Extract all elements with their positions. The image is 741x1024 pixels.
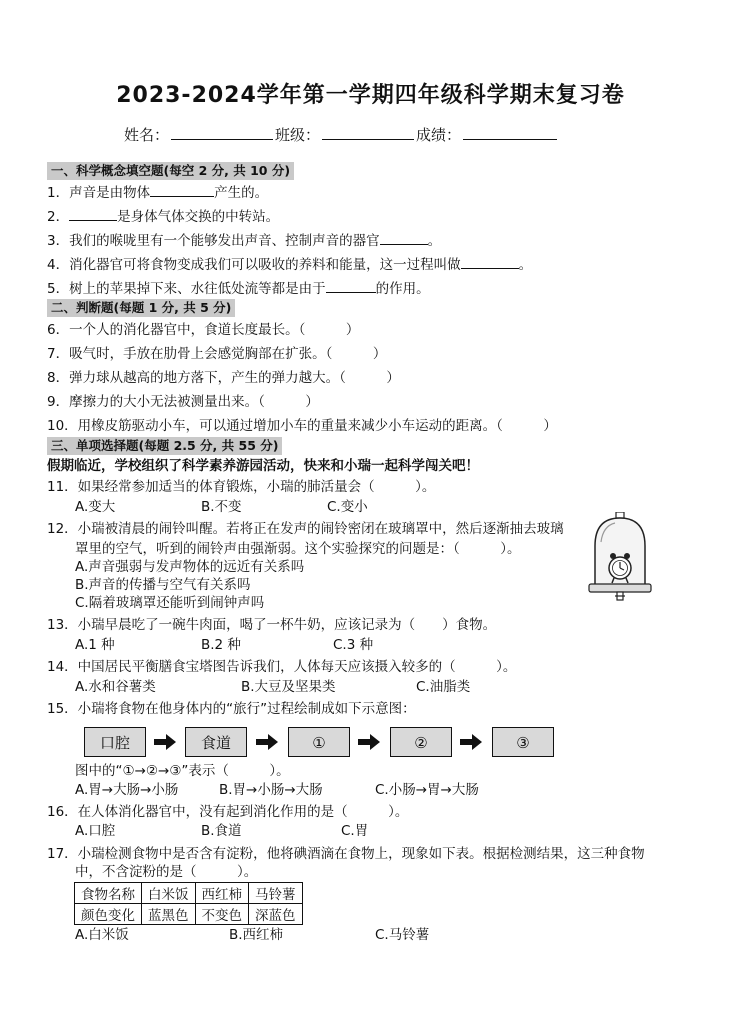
option-c[interactable]: C.隔着玻璃罩还能听到闹钟声吗 (75, 595, 265, 611)
question-6: 6．一个人的消化器官中，食道长度最长。（ ） (47, 322, 360, 338)
food-test-table (74, 882, 303, 925)
question-13: 13．小瑞早晨吃了一碗牛肉面，喝了一杯牛奶，应该记录为（ ）食物。 (47, 617, 497, 633)
option-c[interactable]: C.马铃薯 (375, 927, 430, 943)
question-9: 9．摩擦力的大小无法被测量出来。（ ） (47, 394, 319, 410)
option-c[interactable]: C.小肠→胃→大肠 (375, 782, 479, 798)
option-c[interactable]: C.变小 (327, 499, 368, 515)
score-label: 成绩： (416, 126, 462, 144)
section-multiple-choice: 三、单项选择题(每题 2.5 分, 共 55 分) (47, 437, 282, 455)
option-a[interactable]: A.胃→大肠→小肠 (75, 782, 179, 798)
option-a[interactable]: A.1 种 (75, 637, 115, 653)
flow-box-step-3: ③ (492, 727, 554, 757)
flow-box-step-1: ① (288, 727, 350, 757)
option-a[interactable]: A.水和谷薯类 (75, 679, 156, 695)
arrow-right-icon (256, 734, 278, 750)
page-title: 2023-2024学年第一学期四年级科学期末复习卷 (116, 83, 625, 108)
section-judgement: 二、判断题(每题 1 分, 共 5 分) (47, 299, 235, 317)
question-2: 2． 是身体气体交换的中转站。 (47, 209, 280, 225)
question-14: 14．中国居民平衡膳食宝塔图告诉我们，人体每天应该摄入较多的（ ）。 (47, 659, 517, 675)
question-8: 8．弹力球从越高的地方落下，产生的弹力越大。（ ） (47, 370, 400, 386)
question-7: 7．吸气时，手放在肋骨上会感觉胸部在扩张。（ ） (47, 346, 387, 362)
question-11: 11．如果经常参加适当的体育锻炼，小瑞的肺活量会（ ）。 (47, 479, 436, 495)
arrow-right-icon (358, 734, 380, 750)
option-b[interactable]: B.食道 (201, 823, 242, 839)
option-c[interactable]: C.胃 (341, 823, 369, 839)
score-blank[interactable] (463, 125, 557, 140)
option-b[interactable]: B.2 种 (201, 637, 241, 653)
answer-blank[interactable] (461, 255, 519, 269)
question-16: 16．在人体消化器官中，没有起到消化作用的是（ ）。 (47, 804, 409, 820)
option-a[interactable]: A.变大 (75, 499, 116, 515)
question-5: 5．树上的苹果掉下来、水往低处流等都是由于 的作用。 (47, 281, 430, 297)
answer-blank[interactable] (69, 207, 117, 221)
option-c[interactable]: C.3 种 (333, 637, 374, 653)
table-cell: 食物名称 (75, 883, 142, 904)
table-cell: 白米饭 (142, 883, 196, 904)
answer-blank[interactable] (326, 279, 376, 293)
student-info (124, 124, 559, 145)
question-3: 3．我们的喉咙里有一个能够发出声音、控制声音的器官 。 (47, 233, 442, 249)
option-a[interactable]: A.白米饭 (75, 927, 129, 943)
question-10: 10．用橡皮筋驱动小车，可以通过增加小车的重量来减少小车运动的距离。（ ） (47, 418, 557, 434)
class-blank[interactable] (322, 125, 414, 140)
table-row (75, 883, 303, 904)
arrow-right-icon (460, 734, 482, 750)
table-row (75, 904, 303, 925)
option-b[interactable]: B.西红柿 (229, 927, 284, 943)
flow-box-mouth: 口腔 (84, 727, 146, 757)
table-cell: 颜色变化 (75, 904, 142, 925)
arrow-right-icon (154, 734, 176, 750)
question-12: 12．小瑞被清晨的闹铃叫醒。若将正在发声的闹铃密闭在玻璃罩中，然后逐渐抽去玻璃 (47, 521, 564, 537)
name-label: 姓名： (124, 126, 170, 144)
question-15-sub: 图中的“①→②→③”表示（ ）。 (75, 763, 290, 779)
flow-box-esophagus: 食道 (185, 727, 247, 757)
option-a[interactable]: A.口腔 (75, 823, 116, 839)
option-c[interactable]: C.油脂类 (416, 679, 471, 695)
table-cell: 马铃薯 (249, 883, 303, 904)
class-label: 班级： (275, 126, 321, 144)
table-cell: 深蓝色 (249, 904, 303, 925)
answer-blank[interactable] (380, 231, 428, 245)
option-b[interactable]: B.大豆及坚果类 (241, 679, 336, 695)
question-12-cont: 罩里的空气，听到的闹铃声由强渐弱。这个实验探究的问题是：（ ）。 (75, 541, 521, 557)
bell-jar-illustration (585, 512, 655, 604)
question-15: 15．小瑞将食物在他身体内的“旅行”过程绘制成如下示意图： (47, 701, 416, 717)
question-1: 1．声音是由物体 产生的。 (47, 185, 269, 201)
name-blank[interactable] (171, 125, 273, 140)
flow-box-step-2: ② (390, 727, 452, 757)
table-cell: 蓝黑色 (142, 904, 196, 925)
option-b[interactable]: B.不变 (201, 499, 242, 515)
table-cell: 不变色 (195, 904, 249, 925)
activity-intro: 假期临近，学校组织了科学素养游园活动，快来和小瑞一起科学闯关吧！ (47, 458, 479, 474)
question-17-cont: 中，不含淀粉的是（ ）。 (75, 864, 258, 880)
option-a[interactable]: A.声音强弱与发声物体的远近有关系吗 (75, 559, 305, 575)
table-cell: 西红柿 (195, 883, 249, 904)
option-b[interactable]: B.声音的传播与空气有关系吗 (75, 577, 251, 593)
question-17: 17．小瑞检测食物中是否含有淀粉，他将碘酒滴在食物上，现象如下表。根据检测结果，这三种食物 (47, 846, 645, 862)
answer-blank[interactable] (150, 183, 214, 197)
option-b[interactable]: B.胃→小肠→大肠 (219, 782, 323, 798)
question-4: 4．消化器官可将食物变成我们可以吸收的养料和能量，这一过程叫做 。 (47, 257, 533, 273)
section-fill-in: 一、科学概念填空题(每空 2 分, 共 10 分) (47, 162, 294, 180)
